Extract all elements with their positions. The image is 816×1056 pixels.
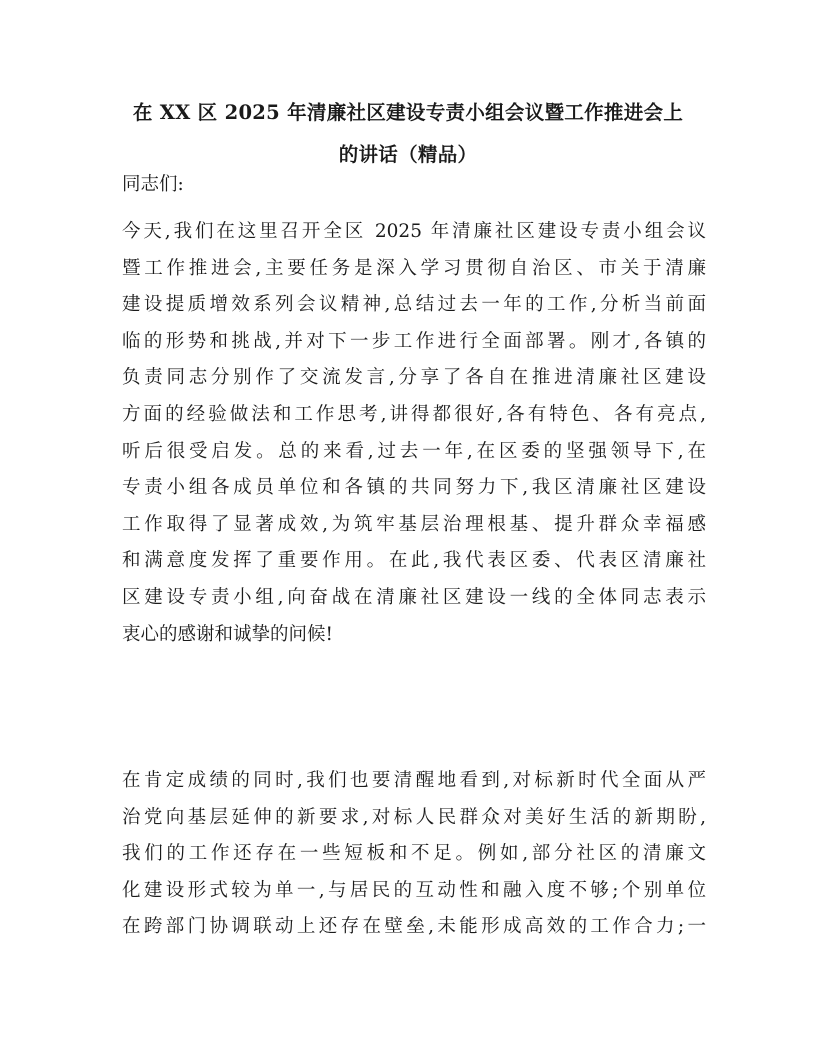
paragraph-line: 我们的工作还存在一些短板和不足。例如,部分社区的清廉文 bbox=[122, 843, 706, 865]
paragraph-line: 建设提质增效系列会议精神,总结过去一年的工作,分析当前面 bbox=[122, 294, 706, 316]
salutation: 同志们: bbox=[122, 174, 184, 195]
document-title-line-1: 在 XX 区 2025 年清廉社区建设专责小组会议暨工作推进会上 bbox=[132, 101, 684, 124]
paragraph-line: 和满意度发挥了重要作用。在此,我代表区委、代表区清廉社 bbox=[122, 550, 706, 572]
paragraph-line: 负责同志分别作了交流发言,分享了各自在推进清廉社区建设 bbox=[122, 367, 706, 389]
paragraph-line: 衷心的感谢和诚挚的问候! bbox=[122, 623, 333, 645]
paragraph-line: 听后很受启发。总的来看,过去一年,在区委的坚强领导下,在 bbox=[122, 440, 706, 462]
paragraph-line: 暨工作推进会,主要任务是深入学习贯彻自治区、市关于清廉 bbox=[122, 257, 706, 279]
paragraph-line: 治党向基层延伸的新要求,对标人民群众对美好生活的新期盼, bbox=[122, 806, 706, 828]
paragraph-2 bbox=[122, 763, 706, 946]
paragraph-line: 区建设专责小组,向奋战在清廉社区建设一线的全体同志表示 bbox=[122, 586, 706, 608]
paragraph-line: 化建设形式较为单一,与居民的互动性和融入度不够;个别单位 bbox=[122, 879, 706, 901]
paragraph-line: 临的形势和挑战,并对下一步工作进行全面部署。刚才,各镇的 bbox=[122, 330, 706, 352]
paragraph-line: 工作取得了显著成效,为筑牢基层治理根基、提升群众幸福感 bbox=[122, 513, 706, 535]
paragraph-line: 在跨部门协调联动上还存在壁垒,未能形成高效的工作合力;一 bbox=[122, 916, 706, 938]
document-title-line-2: 的讲话（精品） bbox=[338, 143, 478, 166]
paragraph-1 bbox=[122, 214, 706, 653]
paragraph-line: 方面的经验做法和工作思考,讲得都很好,各有特色、各有亮点, bbox=[122, 403, 706, 425]
paragraph-line: 专责小组各成员单位和各镇的共同努力下,我区清廉社区建设 bbox=[122, 477, 706, 499]
paragraph-line: 在肯定成绩的同时,我们也要清醒地看到,对标新时代全面从严 bbox=[122, 770, 706, 791]
paragraph-line: 今天,我们在这里召开全区 2025 年清廉社区建设专责小组会议 bbox=[122, 221, 706, 242]
